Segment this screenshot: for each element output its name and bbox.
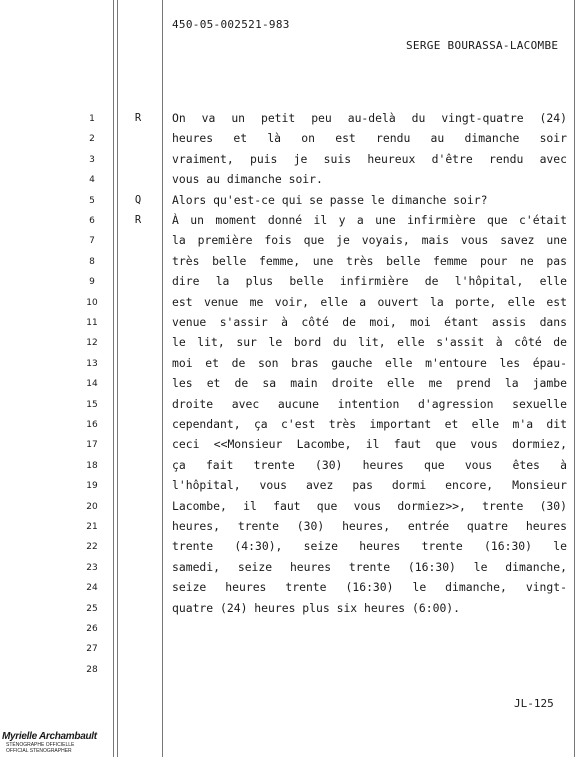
transcript-line-text: très belle femme, une très belle femme pour ne pas [172,253,567,268]
transcript-line-text: cependant, ça c'est très important et elle m'a dit [172,417,567,431]
stenographer-name: Myrielle Archambault [2,731,97,742]
line-number: 22 [86,542,98,553]
line-number: 25 [86,603,98,614]
line-number: 1 [89,114,95,124]
line-number: 9 [89,277,95,288]
line-number: 3 [89,154,95,165]
transcript-line-text: ça fait trente (30) heures que vous êtes à [172,457,567,472]
transcript-line-text: les et de sa main droite elle me prend la jambe [172,376,567,391]
transcript-line-text: On va un petit peu au-delà du vingt-quatre (24) [172,111,567,125]
transcript-line-text: venue s'assir à côté de moi, moi étant assis dans [172,315,567,329]
line-number: 23 [86,562,98,573]
line-number: 15 [86,399,98,410]
line-number: 5 [89,195,95,206]
line-number: 12 [86,338,98,349]
transcript-line-text: vous au dimanche soir. [172,172,323,187]
line-number: 7 [89,236,95,247]
line-number: 10 [86,297,98,308]
left-margin-rule-1 [113,0,114,757]
transcript-line-text: heures, trente (30) heures, entrée quatre heures [172,519,567,533]
transcript-line-text: vraiment, puis je suis heureux d'être rendu avec [172,151,567,166]
line-number: 4 [89,175,95,186]
line-number: 17 [86,440,98,451]
transcript-line-text: l'hôpital, vous avez pas dormi encore, Monsieur [172,478,567,493]
transcript-line-text: trente (4:30), seize heures trente (16:30) le [172,539,567,554]
line-number: 8 [89,256,95,267]
transcript-line-text: seize heures trente (16:30) le dimanche, vingt- [172,580,567,595]
line-number: 27 [86,644,98,655]
transcript-line-text: Lacombe, il faut que vous dormiez>>, trente (30) [172,498,567,513]
transcript-line-text: dire la plus belle infirmière de l'hôpital, elle [172,274,567,289]
line-number: 11 [86,318,98,328]
speaker-column-rule [162,0,163,757]
line-number: 19 [86,481,98,492]
transcript-line-text: ceci <<Monsieur Lacombe, il faut que vous dormiez, [172,437,567,452]
transcript-line-text: droite avec aucune intention d'agression sexuelle [172,396,567,411]
transcript-line-text: le lit, sur le bord du lit, elle s'assit à côté de [172,335,567,350]
line-number: 28 [86,664,98,675]
line-number: 20 [86,501,98,512]
transcript-line-text: moi et de son bras gauche elle m'entoure les épau- [172,355,567,370]
line-number: 26 [86,624,98,634]
witness-name: SERGE BOURASSA-LACOMBE [406,39,559,52]
line-number: 24 [86,583,98,594]
stenographer-title-fr: STÉNOGRAPHE OFFICIELLE [6,742,75,748]
transcript-line-text: la première fois que je voyais, mais vous savez une [172,233,567,248]
page-code: JL-125 [514,697,554,710]
line-number: 16 [86,420,98,430]
transcript-line-text: quatre (24) heures plus six heures (6:00). [172,600,461,615]
transcript-line-text: samedi, seize heures trente (16:30) le dimanche, [172,559,567,574]
line-number: 14 [86,379,98,390]
right-margin-rule [574,0,575,757]
line-number: 18 [86,460,98,471]
speaker-label: R [134,214,142,226]
transcript-line-text: Alors qu'est-ce qui se passe le dimanche soir? [172,192,488,207]
stenographer-title-en: OFFICIAL STENOGRAPHER [6,748,72,754]
transcript-line-text: À un moment donné il y a une infirmière que c'était [172,213,567,227]
stenographer-stamp [2,731,97,754]
line-number: 6 [89,216,95,226]
line-number: 21 [86,522,98,532]
transcript-line-text: heures et là on est rendu au dimanche soir [172,131,567,146]
speaker-label: R [134,112,142,124]
line-number: 2 [89,134,95,145]
transcript-line-text: est venue me voir, elle a ouvert la porte, elle est [172,294,567,309]
case-number: 450-05-002521-983 [172,18,290,31]
speaker-label: Q [134,193,142,206]
line-number: 13 [86,358,98,369]
left-margin-rule-2 [117,0,118,757]
